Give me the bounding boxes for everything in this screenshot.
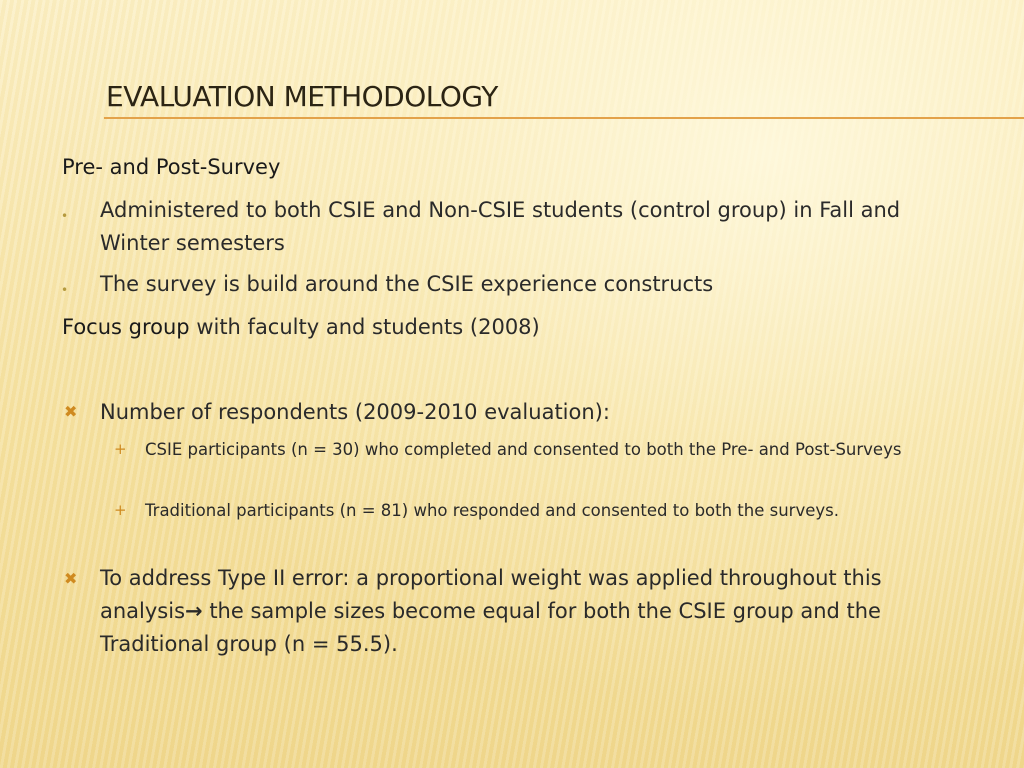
slide-title: EVALUATION METHODOLOGY — [106, 80, 498, 113]
type-ii-error-bullet — [100, 562, 960, 661]
plus-bullet-icon: + — [114, 440, 127, 458]
respondents-sub-item-csie: CSIE participants (n = 30) who completed and consented to both the Pre- and Post-Surveys — [145, 440, 902, 459]
type-ii-text-after: the sample sizes become equal for both the CSIE group and the Traditional group (n = 55.5). — [100, 599, 881, 656]
section-heading-focus-group — [62, 315, 540, 339]
respondents-sub-item-traditional: Traditional participants (n = 81) who responded and consented to both the surveys. — [145, 501, 839, 520]
type-ii-text-before: To address Type II error: a proportional weight was applied throughout this analysis — [100, 566, 882, 623]
section-heading-survey: Pre- and Post-Survey — [62, 155, 281, 179]
respondents-bullet: Number of respondents (2009-2010 evaluation): — [100, 400, 610, 424]
focus-group-label: Focus group — [62, 315, 190, 339]
title-underline — [104, 117, 1024, 119]
survey-bullet-2: The survey is build around the CSIE experience constructs — [100, 272, 714, 296]
x-bullet-icon: ✖ — [64, 402, 78, 421]
x-bullet-icon: ✖ — [64, 569, 78, 588]
plus-bullet-icon: + — [114, 501, 127, 519]
survey-bullet-1: Administered to both CSIE and Non-CSIE students (control group) in Fall and Winter semesters — [100, 198, 901, 255]
bullet-dot-icon: • — [61, 209, 69, 223]
focus-group-detail: with faculty and students (2008) — [189, 315, 540, 339]
right-arrow-icon: → — [185, 599, 203, 623]
bullet-dot-icon: • — [61, 283, 69, 297]
